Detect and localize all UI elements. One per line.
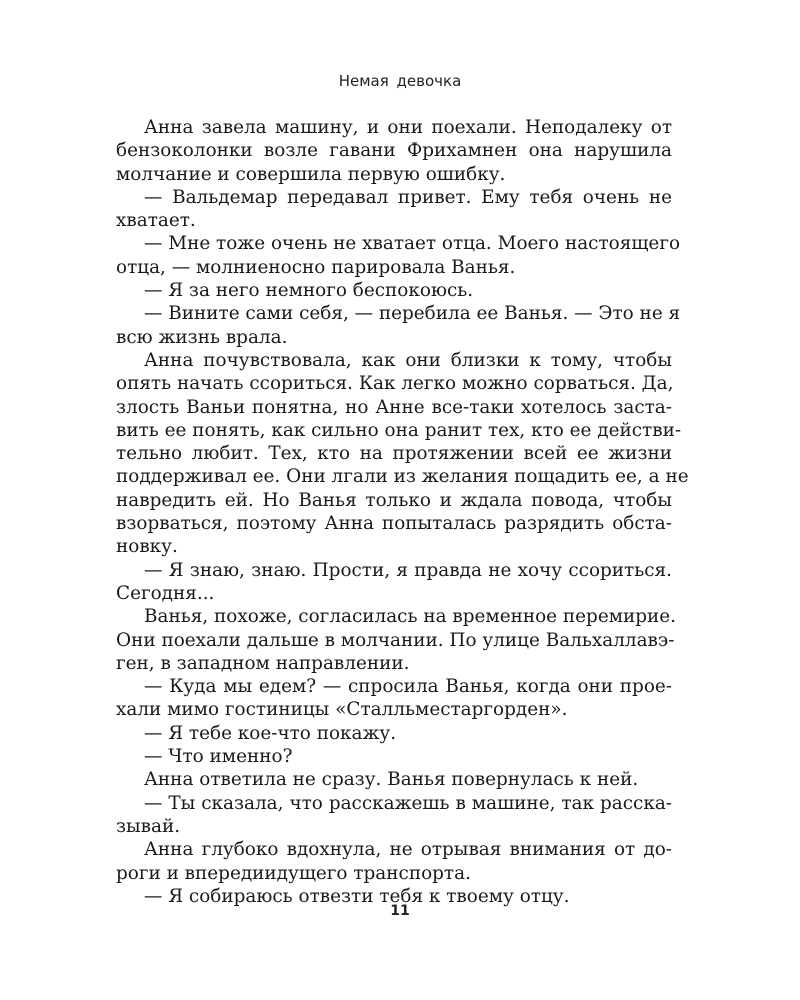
text-line: опять начать ссориться. Как легко можно сорваться. Да, <box>116 373 674 395</box>
text-line: — Ты сказала, что расскажешь в машине, так расска- <box>144 792 672 814</box>
text-line: новку. <box>116 536 178 558</box>
text-line: хватает. <box>116 210 196 232</box>
text-line: Сегодня... <box>116 582 215 604</box>
text-line: Анна почувствовала, как они близки к тому, чтобы <box>144 349 672 371</box>
text-line: — Я за него немного беспокоюсь. <box>144 280 474 302</box>
text-line: Ванья, похоже, согласилась на временное перемирие. <box>144 606 677 628</box>
text-line: — Куда мы едем? — спросила Ванья, когда они прое- <box>144 676 672 698</box>
text-line: ген, в западном направлении. <box>116 652 410 674</box>
page-number: 11 <box>390 903 410 919</box>
text-line: роги и впередиидущего транспорта. <box>116 862 471 884</box>
running-title: Немая девочка <box>338 72 462 90</box>
text-line: Анна глубоко вдохнула, не отрывая внимания от до- <box>144 839 672 861</box>
text-line: — Вините сами себя, — перебила ее Ванья. — Это не я <box>144 303 681 325</box>
text-line: — Что именно? <box>144 746 293 768</box>
text-line: поддерживал ее. Они лгали из желания пощадить ее, а не <box>116 466 689 488</box>
text-line: тельно любит. Тех, кто на протяжении всей ее жизни <box>116 443 672 465</box>
text-line: зывай. <box>116 815 181 837</box>
text-line: Они поехали дальше в молчании. По улице Вальхаллавэ- <box>116 629 675 651</box>
text-line: всю жизнь врала. <box>116 326 288 348</box>
text-line: отца, — молниеносно парировала Ванья. <box>116 256 516 278</box>
text-line: навредить ей. Но Ванья только и ждала повода, чтобы <box>116 489 672 511</box>
text-line: — Я знаю, знаю. Прости, я правда не хочу ссориться. <box>144 559 672 581</box>
text-line: бензоколонки возле гавани Фрихамнен она нарушила <box>116 140 672 162</box>
text-line: — Мне тоже очень не хватает отца. Моего настоящего <box>144 233 681 255</box>
text-line: Анна завела машину, и они поехали. Неподалеку от <box>144 117 672 138</box>
text-line: хали мимо гостиницы «Сталльместаргорден». <box>116 699 568 721</box>
text-line: взорваться, поэтому Анна попыталась разрядить обста- <box>116 513 672 535</box>
text-line: вить ее понять, как сильно она ранит тех, кто ее действи- <box>116 419 682 441</box>
text-line: — Я тебе кое-что покажу. <box>144 722 397 744</box>
text-line: злость Ваньи понятна, но Анне все-таки хотелось застa- <box>116 396 672 418</box>
text-line: — Вальдемар передавал привет. Ему тебя очень не <box>144 186 672 208</box>
body-text <box>116 116 689 908</box>
text-line: — Я собираюсь отвезти тебя к твоему отцу. <box>144 885 570 907</box>
text-line: Анна ответила не сразу. Ванья повернулась к ней. <box>144 769 639 791</box>
text-line: молчание и совершила первую ошибку. <box>116 163 506 185</box>
